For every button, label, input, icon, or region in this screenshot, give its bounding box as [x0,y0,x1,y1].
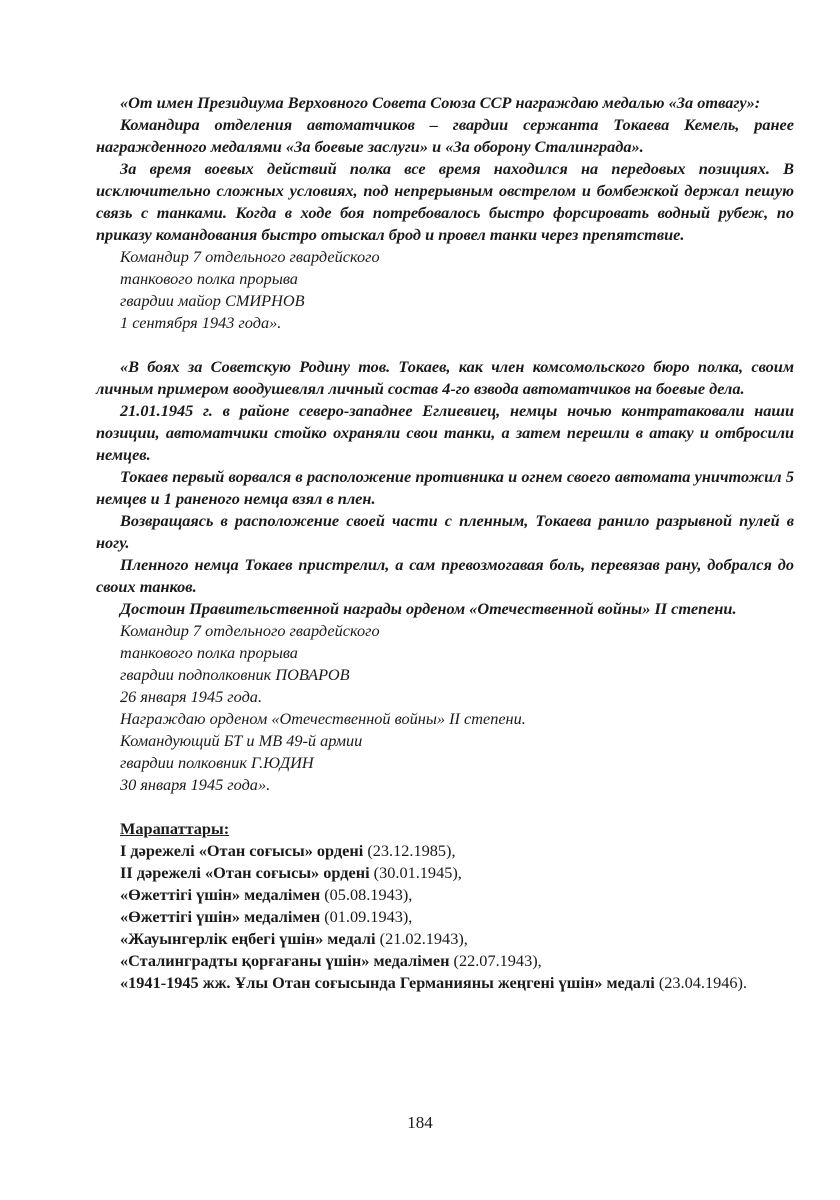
awards-title: Марапаттары: [120,819,230,838]
citation-paragraph: «От имен Президиума Верховного Совета Союза ССР награждаю медалью «За отвагу»: [120,93,761,112]
award-date: (23.12.1985), [367,841,456,860]
page-number: 184 [407,1113,433,1132]
signature-line: Командир 7 отдельного гвардейского [120,247,380,266]
award-name: «1941-1945 жж. Ұлы Отан соғысында Германияны жеңгені үшін» медалі [120,973,655,992]
citation-paragraph: Командира отделения автоматчиков – гвардии сержанта Токаева Кемель, ранее награжденного медалями «За боевые заслуги» и «За оборону Сталинграда». [96,115,794,156]
signature-line: 30 января 1945 года». [120,775,271,794]
award-date: (23.04.1946). [658,973,748,992]
award-item [96,862,794,884]
award-date: (05.08.1943), [324,885,413,904]
signature-line: 26 января 1945 года. [120,687,263,706]
award-name: «Өжеттігі үшін» медалімен [120,907,321,926]
citation-paragraph: За время воевых действий полка все время находился на передовых позициях. В исключительно сложных условиях, под непрерывным овстрелом и бомбежкой держал пешую связь с танками. Когда в ходе боя потребовалось быстро форсировать водный рубеж, по приказу командования быстро отыскал брод и провел танки через препятствие. [96,159,794,244]
signature-line: гвардии подполковник ПОВАРОВ [120,665,350,684]
awards-section [96,818,794,994]
citation-signature [96,246,794,334]
signature-line: танкового полка прорыва [120,269,298,288]
citation-paragraph: Возвращаясь в расположение своей части с пленным, Токаева ранило разрывной пулей в ногу. [96,511,794,552]
award-item [96,906,794,928]
award-date: (22.07.1943), [453,951,542,970]
citation-paragraph: Пленного немца Токаев пристрелил, а сам превозмогавая боль, перевязав рану, добрался до своих танков. [96,555,794,596]
award-item [96,972,794,994]
signature-line: танкового полка прорыва [120,643,298,662]
award-item [96,928,794,950]
signature-line: Награждаю орденом «Отечественной войны» II степени. [120,709,526,728]
signature-line: гвардии полковник Г.ЮДИН [120,753,314,772]
signature-line: Командующий БТ и МВ 49-й армии [120,731,363,750]
award-date: (30.01.1945), [373,863,462,882]
signature-line: 1 сентября 1943 года». [120,313,282,332]
award-date: (01.09.1943), [324,907,413,926]
award-name: «Өжеттігі үшін» медалімен [120,885,321,904]
signature-line: гвардии майор СМИРНОВ [120,291,305,310]
citation-paragraph: «В боях за Советскую Родину тов. Токаев, как член комсомольского бюро полка, своим личным примером воодушевлял личный состав 4-го взвода автоматчиков на боевые дела. [96,357,794,398]
citation-paragraph: Токаев первый ворвался в расположение противника и огнем своего автомата уничтожил 5 немцев и 1 раненого немца взял в плен. [96,467,794,508]
award-name: II дәрежелі «Отан соғысы» ордені [120,863,370,882]
award-item [96,950,794,972]
citation-1 [96,92,794,334]
award-date: (21.02.1943), [379,929,468,948]
section-spacer [96,796,794,818]
section-spacer [96,334,794,356]
award-item [96,840,794,862]
citation-paragraph: Достоин Правительственной награды орденом «Отечественной войны» II степени. [120,599,737,618]
award-name: I дәрежелі «Отан соғысы» ордені [120,841,364,860]
award-name: «Сталинградты қорғағаны үшін» медалімен [120,951,450,970]
citation-signature [96,620,794,796]
citation-2 [96,356,794,796]
award-item [96,884,794,906]
award-name: «Жауынгерлік еңбегі үшін» медалі [120,929,376,948]
signature-line: Командир 7 отдельного гвардейского [120,621,380,640]
citation-paragraph: 21.01.1945 г. в районе северо-западнее Еглиевиец, немцы ночью контратаковали наши позиции, автоматчики стойко охраняли свои танки, а затем перешли в атаку и отбросили немцев. [96,401,794,464]
